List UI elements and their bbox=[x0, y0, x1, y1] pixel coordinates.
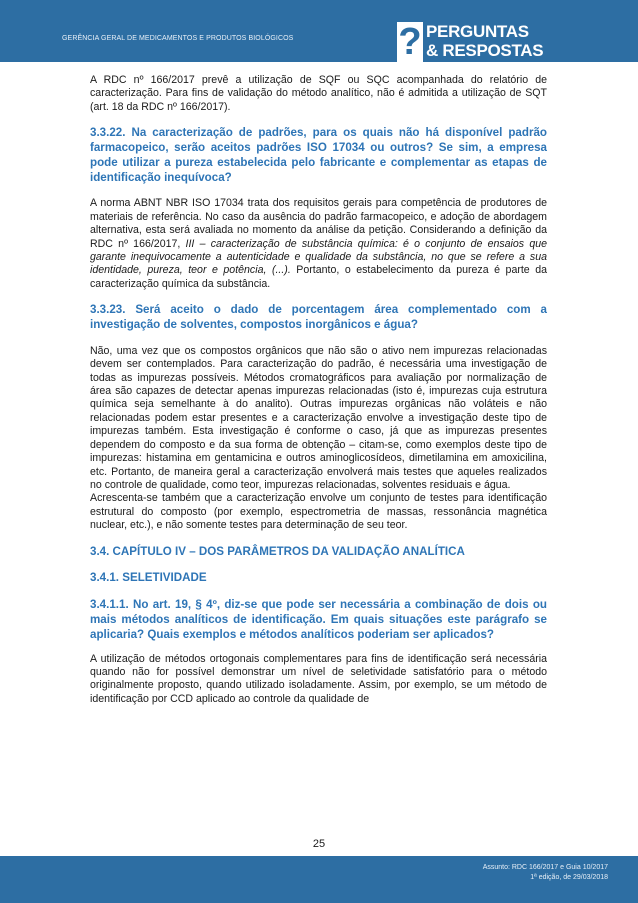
page-footer bbox=[0, 856, 638, 903]
question-3-3-23: 3.3.23. Será aceito o dado de porcentagem área complementado com a investigação de solventes, compostos inorgânicos e água? bbox=[90, 303, 547, 332]
footer-edition: 1ª edição, de 29/03/2018 bbox=[530, 874, 608, 881]
question-3-3-22: 3.3.22. Na caracterização de padrões, para os quais não há disponível padrão farmacopeico, serão aceitos padrões ISO 17034 ou outros? Se sim, a empresa pode utilizar a pureza estabelecida pelo fabricante e complementar as etapas de identificação inequívoca? bbox=[90, 126, 547, 184]
paragraph-sqf: A RDC nº 166/2017 prevê a utilização de SQF ou SQC acompanhada do relatório de caracterização. Para fins de validação do método analítico, não é admitida a utilização de SQT (art. 18 da RDC nº 166/2017). bbox=[90, 74, 547, 113]
question-mark-icon: ? bbox=[398, 21, 422, 63]
page-number: 25 bbox=[312, 838, 326, 850]
perguntas-respostas-logo bbox=[397, 22, 547, 62]
section-heading-seletividade: 3.4.1. SELETIVIDADE bbox=[90, 571, 207, 585]
answer-3-4-1-1: A utilização de métodos ortogonais complementares para fins de identificação será necessária quando não for possível demonstrar um nível de seletividade satisfatório para o método originalmente proposto, quando utilizado isoladamente. Assim, por exemplo, se um método de identificação por CCD aplicado ao controle da qualidade de bbox=[90, 652, 547, 705]
footer-subject: Assunto: RDC 166/2017 e Guia 10/2017 bbox=[482, 864, 608, 871]
answer-3-3-22-text-a: A norma ABNT NBR ISO 17034 trata dos requisitos gerais para competência de produtores de materiais de referência. No caso da ausência do padrão farmacopeico, e adoção de abordagem alternativa, esta será avaliada no momento da análise da petição. Considerando a definição da RDC nº 166/2017, bbox=[90, 197, 547, 250]
section-heading-chapter-iv: 3.4. CAPÍTULO IV – DOS PARÂMETROS DA VALIDAÇÃO ANALÍTICA bbox=[90, 544, 465, 558]
answer-3-3-22 bbox=[90, 197, 547, 291]
header-org-name: GERÊNCIA GERAL DE MEDICAMENTOS E PRODUTOS BIOLÓGICOS bbox=[62, 35, 294, 42]
page-header bbox=[0, 0, 638, 62]
answer-3-3-22-definition: III – caracterização de substância química: é o conjunto de ensaios que garante inequivocamente a autenticidade e qualidade da substância, no que se refere a sua identidade, pureza, teor e potência, (...). bbox=[90, 237, 548, 277]
question-3-4-1-1: 3.4.1.1. No art. 19, § 4º, diz-se que pode ser necessária a combinação de dois ou mais métodos analíticos de identificação. Em quais situações este parágrafo se aplicaria? Quais exemplos e métodos analíticos poderiam ser aplicados? bbox=[90, 598, 547, 641]
page-content bbox=[90, 74, 547, 706]
answer-3-3-23-addendum: Acrescenta-se também que a caracterização envolve um conjunto de testes para identificação estrutural do composto (por exemplo, espectrometria de massas, ressonância magnética nuclear, etc.), e não somente testes para determinação de seu teor. bbox=[90, 492, 547, 532]
logo-line-2: & RESPOSTAS bbox=[426, 41, 544, 60]
answer-3-3-22-text-b: Portanto, o estabelecimento da pureza é parte da caracterização química da substância. bbox=[90, 264, 548, 290]
answer-3-3-23: Não, uma vez que os compostos orgânicos que não são o ativo nem impurezas relacionadas devem ser contemplados. Para caracterização do padrão, é necessária uma investigação de todas as impurezas possíveis. Métodos cromatográficos para avaliação por normalização de área são capazes de detectar apenas impurezas relacionadas (isto é, impurezas cuja estrutura química seja semelhante à do analito). Outras impurezas orgânicas não voláteis e não relacionadas podem estar presentes e a caracterização envolve a investigação deste tipo de impurezas também. Esta investigação é conforme o caso, já que as impurezas presentes dependem do composto e da sua forma de obtenção – citam-se, como exemplos deste tipo de impurezas: histamina em gentamicina e outros aminoglicosídeos, dimetilamina em amoxicilina, etc. Portanto, de maneira geral a caracterização envolverá mais testes que aqueles realizados no controle de qualidade, como teor, impurezas relacionadas, solventes residuais e água. bbox=[90, 344, 547, 491]
logo-line-1: PERGUNTAS bbox=[426, 22, 529, 41]
